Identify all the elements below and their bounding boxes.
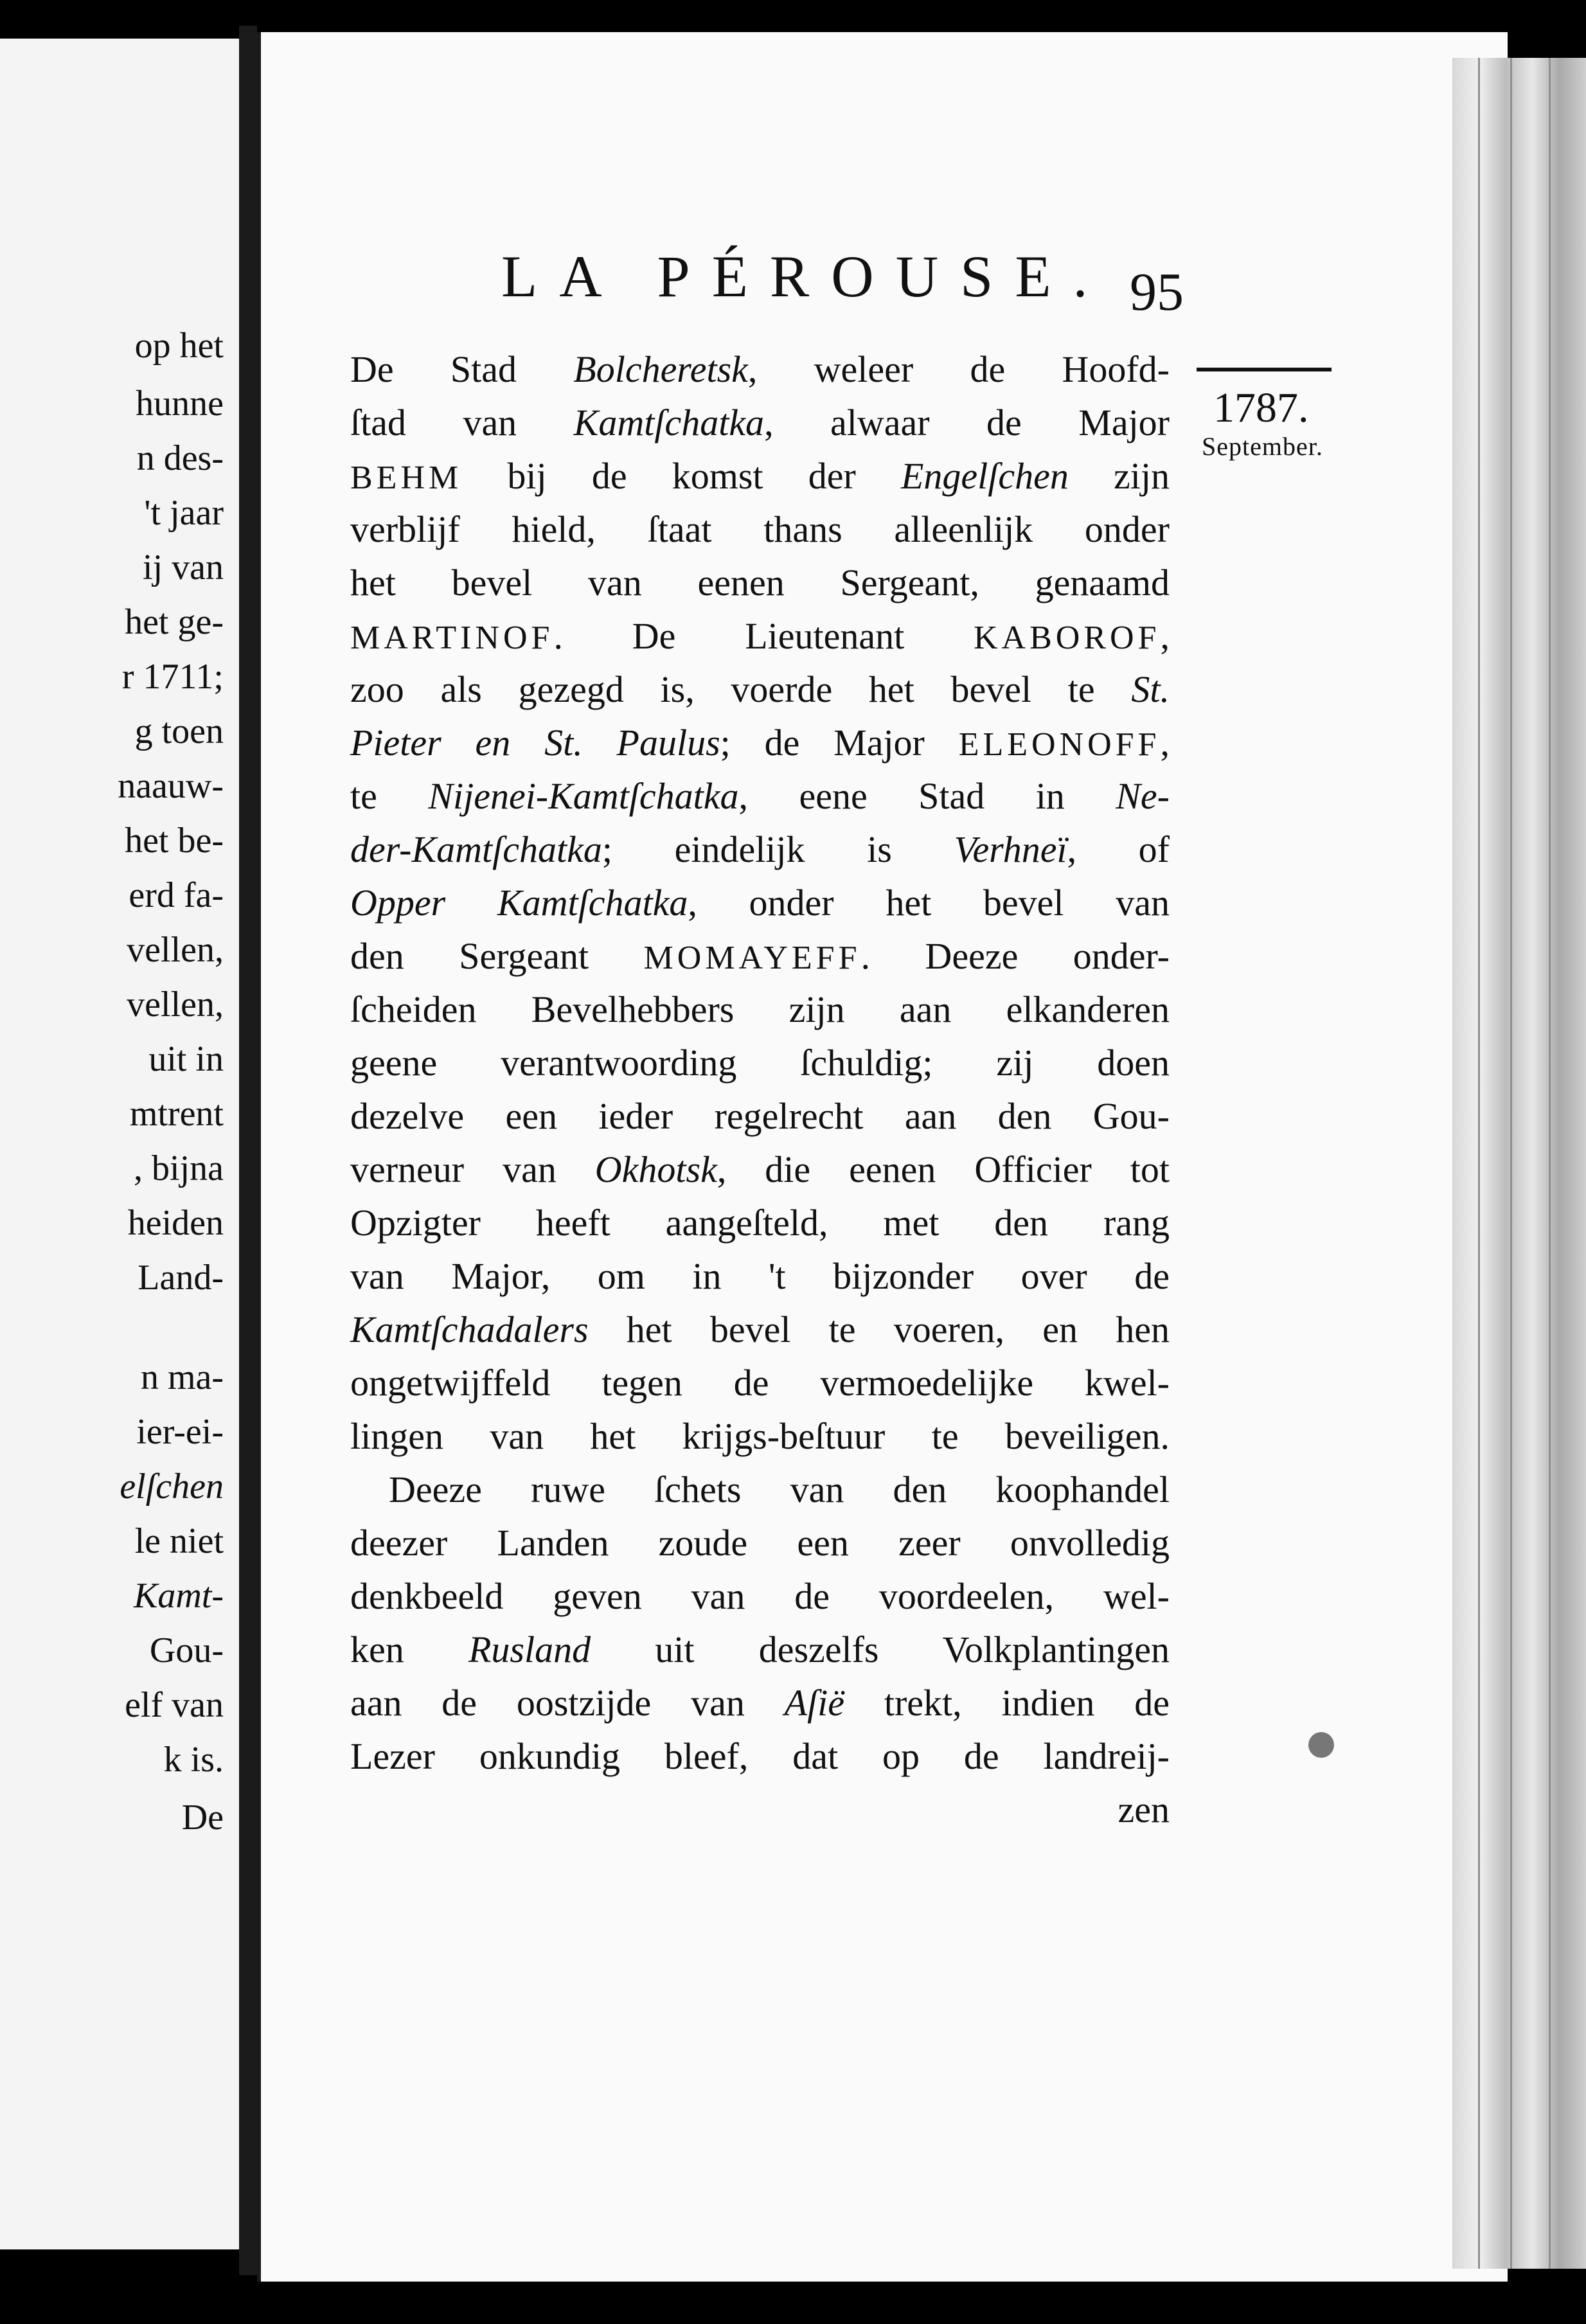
italic-run: der-Kamtſchatka	[350, 828, 602, 870]
text-run: Lezer onkundig bleef, dat op de landreij-	[350, 1735, 1170, 1777]
left-page-line: vellen,	[127, 985, 224, 1024]
italic-run: Opper Kamtſchatka	[350, 882, 688, 924]
page-edge-line	[1478, 58, 1480, 2269]
text-run: ongetwijffeld tegen de vermoedelijke kwel-	[350, 1362, 1170, 1404]
text-run: verneur van	[350, 1149, 595, 1190]
text-run: bij de komst der	[462, 455, 901, 497]
text-run: het bevel van eenen Sergeant, genaamd	[350, 562, 1170, 603]
left-page-line: uit in	[148, 1039, 224, 1079]
text-line	[350, 1411, 1170, 1462]
text-line	[350, 1144, 1170, 1195]
text-line	[350, 1517, 1170, 1569]
text-run: , alwaar de Major	[764, 402, 1170, 443]
text-run: ſcheiden Bevelhebbers zijn aan elkanderen	[350, 988, 1170, 1030]
text-line	[350, 344, 1170, 395]
text-run: uit deszelfs Volkplantingen	[591, 1629, 1170, 1670]
left-page-line: le niet	[134, 1521, 224, 1561]
left-page-line: naauw-	[118, 766, 224, 806]
text-line	[350, 1197, 1170, 1249]
page-edges	[1452, 58, 1586, 2269]
left-page-line: Land-	[138, 1258, 224, 1298]
text-run: , weleer de Hoofd-	[747, 348, 1170, 390]
text-line	[350, 1304, 1170, 1355]
left-page-line: Gou-	[149, 1631, 224, 1670]
italic-run: Nijenei-Kamtſchatka	[428, 775, 739, 817]
text-line	[350, 1571, 1170, 1622]
left-page-line: het be-	[125, 821, 224, 861]
left-page-line: ier-ei-	[136, 1412, 224, 1452]
text-line	[350, 877, 1170, 929]
text-line	[350, 1357, 1170, 1409]
page-edge-line	[1510, 58, 1512, 2269]
page-edge-line	[1549, 58, 1551, 2269]
left-page-line: g toen	[134, 711, 224, 751]
left-page-line: het ge-	[125, 602, 224, 642]
text-line	[350, 611, 1170, 662]
text-line	[350, 984, 1170, 1035]
text-line	[350, 451, 1170, 502]
italic-run: Rusland	[468, 1629, 591, 1670]
left-page-line: Kamt-	[134, 1576, 224, 1616]
text-run: ; eindelijk is	[601, 828, 954, 870]
text-run: van Major, om in 't bijzonder over de	[350, 1255, 1170, 1297]
text-line	[389, 1464, 1170, 1515]
text-line	[350, 1731, 1170, 1782]
left-page-line: elf van	[125, 1685, 224, 1725]
ink-spot	[1308, 1732, 1334, 1758]
text-run: ,	[1160, 615, 1170, 657]
left-page-line: De	[181, 1798, 224, 1837]
text-line	[350, 1624, 1170, 1676]
left-page-line: r 1711;	[121, 657, 224, 697]
text-run: denkbeeld geven van de voordeelen, wel-	[350, 1575, 1170, 1617]
left-page-line: , bijna	[134, 1149, 224, 1188]
italic-run: Pieter en St. Paulus	[350, 722, 720, 764]
margin-rule	[1197, 368, 1332, 371]
italic-run: Verhneï	[954, 828, 1067, 870]
text-run: zoo als gezegd is, voerde het bevel te	[350, 668, 1132, 710]
text-run: zijn	[1068, 455, 1170, 497]
margin-note-year: 1787.	[1213, 384, 1309, 431]
italic-run: Kamtſchatka	[573, 402, 765, 443]
left-page-line: hunne	[136, 384, 224, 424]
italic-run: Engelſchen	[900, 455, 1069, 497]
italic-run: Okhotsk	[594, 1149, 717, 1190]
text-run: Opzigter heeft aangeſteld, met den rang	[350, 1202, 1170, 1244]
text-run: geene verantwoording ſchuldig; zij doen	[350, 1042, 1170, 1084]
text-run: ; de Major	[720, 722, 959, 764]
text-line	[350, 717, 1170, 769]
text-line	[350, 771, 1170, 822]
small-caps-run: BEHM	[350, 460, 463, 496]
left-page-line: k is.	[163, 1740, 224, 1780]
text-run: , eene Stad in	[738, 775, 1116, 817]
catchword	[350, 1784, 1170, 1836]
text-run: ,	[1160, 722, 1170, 764]
text-run: het bevel te voeren, en hen	[588, 1309, 1170, 1350]
text-line	[350, 1091, 1170, 1142]
gutter-shadow	[239, 26, 257, 2275]
text-run: De Stad	[350, 348, 574, 390]
text-line	[350, 504, 1170, 555]
text-run: ſtad van	[350, 402, 574, 443]
text-run: dezelve een ieder regelrecht aan den Gou-	[350, 1095, 1170, 1137]
left-page-fragment	[0, 39, 242, 2249]
italic-run: Aſië	[784, 1682, 845, 1724]
small-caps-run: KABOROF	[974, 620, 1161, 656]
left-page-line: 't jaar	[144, 493, 224, 533]
text-line	[350, 1251, 1170, 1302]
left-page-line: mtrent	[129, 1094, 224, 1134]
small-caps-run: MOMAYEFF	[643, 940, 861, 976]
left-page-line: n ma-	[140, 1357, 224, 1397]
text-run: zen	[1118, 1789, 1170, 1830]
text-run: lingen van het krijgs-beſtuur te beveiligen.	[350, 1415, 1170, 1457]
text-run: deezer Landen zoude een zeer onvolledig	[350, 1522, 1170, 1564]
text-run: te	[350, 775, 429, 817]
text-line	[350, 397, 1170, 449]
text-run: verblijf hield, ſtaat thans alleenlijk onder	[350, 508, 1170, 550]
text-line	[350, 1037, 1170, 1089]
text-run: , die eenen Officier tot	[717, 1149, 1170, 1190]
italic-run: St.	[1131, 668, 1170, 710]
text-run: aan de oostzijde van	[350, 1682, 785, 1724]
text-line	[350, 557, 1170, 609]
italic-run: Bolcheretsk	[573, 348, 748, 390]
text-run: . De Lieutenant	[553, 615, 974, 657]
left-page-line: elſchen	[120, 1467, 224, 1506]
italic-run: Kamtſchadalers	[350, 1309, 589, 1350]
text-run: den Sergeant	[350, 935, 644, 977]
small-caps-run: MARTINOF	[350, 620, 554, 656]
text-run: . Deeze onder-	[860, 935, 1170, 977]
text-line	[350, 1677, 1170, 1729]
left-page-line: ij van	[143, 548, 224, 587]
text-line	[350, 931, 1170, 982]
text-run: ken	[350, 1629, 468, 1670]
text-run: , of	[1067, 828, 1170, 870]
margin-note-month: September.	[1202, 432, 1323, 461]
text-run: , onder het bevel van	[688, 882, 1170, 924]
italic-run: Ne-	[1116, 775, 1170, 817]
left-page-line: vellen,	[127, 930, 224, 970]
page-number: 95	[1130, 262, 1184, 322]
small-caps-run: ELEONOFF	[958, 726, 1161, 763]
text-line	[350, 824, 1170, 875]
running-title: LA PÉROUSE.	[501, 244, 1110, 309]
left-page-line: n des-	[136, 438, 224, 478]
left-page-line: erd fa-	[129, 875, 224, 915]
text-run: trekt, indien de	[844, 1682, 1170, 1724]
text-line	[350, 664, 1170, 715]
text-run: Deeze ruwe ſchets van den koophandel	[389, 1469, 1170, 1510]
left-page-line: heiden	[127, 1203, 224, 1243]
left-page-line: op het	[134, 326, 224, 366]
